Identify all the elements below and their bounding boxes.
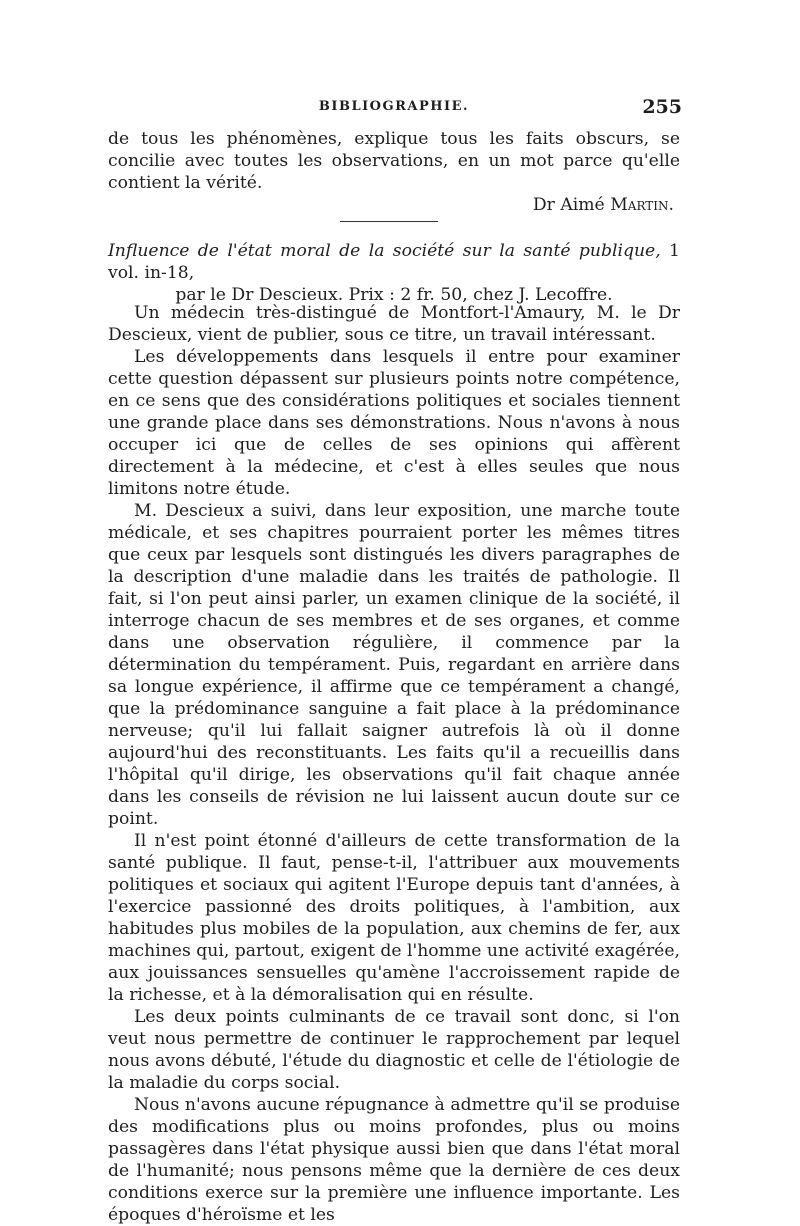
page-header	[108, 97, 680, 121]
signature-prefix: Dr Aimé	[532, 195, 611, 215]
review-body	[108, 302, 680, 1226]
page-number: 255	[642, 96, 682, 118]
paragraph-2: Les développements dans lesquels il entre pour examiner cette question dépassent sur plusieurs points notre compétence, en ce sens que des considérations politiques et sociales tiennent une grande place dans ses démonstrations. Nous n'avons à nous occuper ici que de celles de ses opinions qui affèrent directement à la médecine, et c'est à elles seules que nous limitons notre étude.	[108, 347, 680, 499]
book-publication-line: par le Dr Descieux. Prix : 2 fr. 50, chez J. Lecoffre.	[175, 285, 613, 305]
section-divider	[340, 221, 438, 222]
book-reference	[108, 240, 680, 306]
book-title-line	[108, 240, 680, 284]
review-signature	[108, 194, 680, 216]
book-title: Influence de l'état moral de la société sur la santé publique,	[108, 241, 661, 261]
paragraph-6: Nous n'avons aucune répugnance à admettre qu'il se produise des modifications plus ou moins profondes, plus ou moins passagères dans l'état physique aussi bien que dans l'état moral de l'humanité; nous pensons même que la dernière de ces deux conditions exerce sur la première une influence importante. Les époques d'héroïsme et les	[108, 1095, 680, 1225]
signature-name: Martin	[610, 195, 669, 215]
running-head: BIBLIOGRAPHIE.	[318, 99, 470, 114]
previous-review-text: de tous les phénomènes, explique tous les faits obscurs, se concilie avec toutes les observations, en un mot parce qu'elle contient la vérité.	[108, 129, 680, 193]
previous-review-ending	[108, 128, 680, 216]
signature-end: .	[668, 195, 674, 215]
paragraph-5: Les deux points culminants de ce travail sont donc, si l'on veut nous permettre de continuer le rapprochement par lequel nous avons débuté, l'étude du diagnostic et celle de l'étiologie de la maladie du corps social.	[108, 1007, 680, 1093]
book-details: 1 vol. in-18,	[108, 241, 680, 283]
paragraph-3: M. Descieux a suivi, dans leur exposition, une marche toute médicale, et ses chapitres pourraient porter les mêmes titres que ceux par lesquels sont distingués les divers paragraphes de la description d'une maladie dans les traités de pathologie. Il fait, si l'on peut ainsi parler, un examen clinique de la société, il interroge chacun de ses membres et de ses organes, et comme dans une observation régulière, il commence par la détermination du tempérament. Puis, regardant en arrière dans sa longue expérience, il affirme que ce tempérament a changé, que la prédominance sanguine a fait place à la prédominance nerveuse; qu'il lui fallait saigner autrefois là où il donne aujourd'hui des reconstituants. Les faits qu'il a recueillis dans l'hôpital qu'il dirige, les observations qu'il fait chaque année dans les conseils de révision ne lui laissent aucun doute sur ce point.	[108, 501, 680, 829]
paragraph-1: Un médecin très-distingué de Montfort-l'Amaury, M. le Dr Descieux, vient de publier, sous ce titre, un travail intéressant.	[108, 303, 680, 345]
paragraph-4: Il n'est point étonné d'ailleurs de cette transformation de la santé publique. Il faut, pense-t-il, l'attribuer aux mouvements politiques et sociaux qui agitent l'Europe depuis tant d'années, à l'exercice passionné des droits politiques, à l'ambition, aux habitudes plus mobiles de la population, aux chemins de fer, aux machines qui, partout, exigent de l'homme une activité exagérée, aux jouissances sensuelles qu'amène l'accroissement rapide de la richesse, et à la démoralisation qui en résulte.	[108, 831, 680, 1005]
